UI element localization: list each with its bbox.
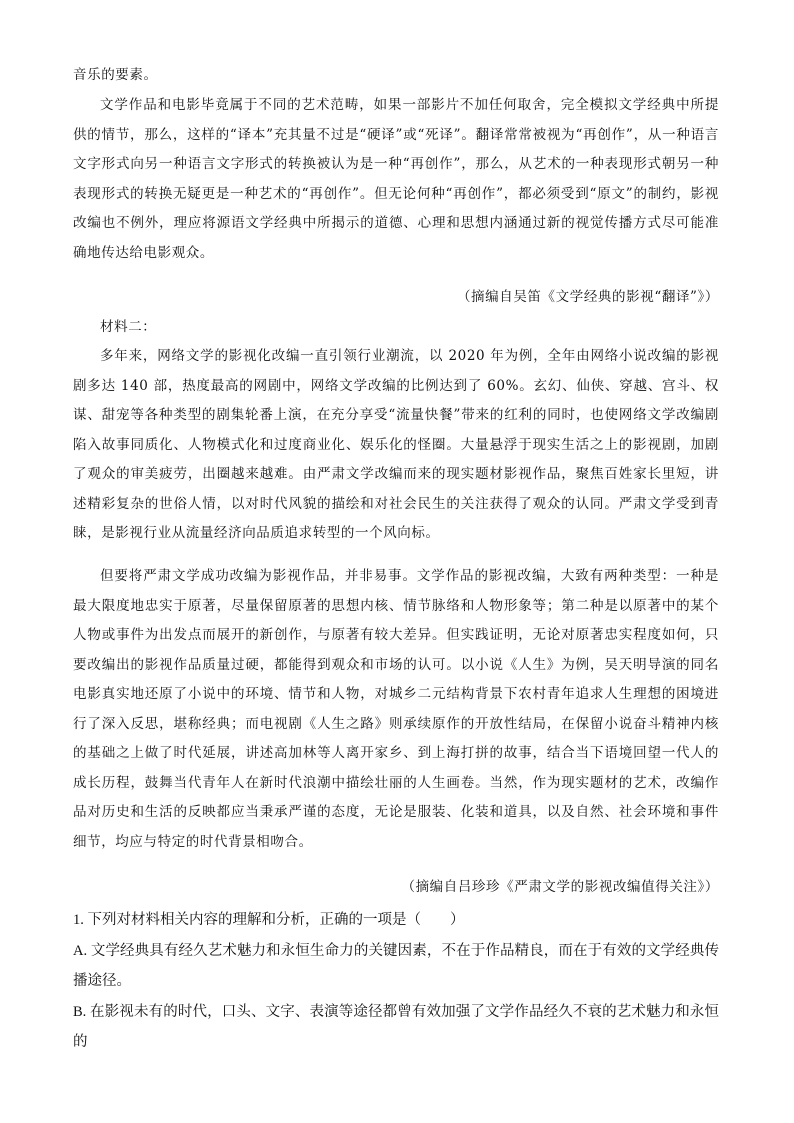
question-1: 1. 下列对材料相关内容的理解和分析，正确的一项是（ ） — [73, 912, 465, 928]
paragraph-continuation: 音乐的要素。 — [73, 67, 158, 83]
paragraph-translation: 文学作品和电影毕竟属于不同的艺术范畴，如果一部影片不加任何取舍，完全模拟文学经典中所提供的情节，那么，这样的“译本”充其量不过是“硬译”或“死译”。翻译常常被视为“再创作”，从一种语言文字形式向另一种语言文字形式的转换被认为是一种“再创作”，那么，从艺术的一种表现形式朝另一种表现形式的转换无疑更是一种艺术的“再创作”。但无论何种“再创作”，都必须受到“原文”的制约，影视改编也不例外，理应将源语文学经典中所揭示的道德、心理和思想内涵通过新的视觉传播方式尽可能准确地传达给电影观众。 — [73, 97, 719, 261]
source-citation-2: （摘编自吕珍珍《严肃文学的影视改编值得关注》） — [401, 879, 719, 895]
paragraph-network-literature: 多年来，网络文学的影视化改编一直引领行业潮流，以 2020 年为例，全年由网络小说改编的影视剧多达 140 部，热度最高的网剧中，网络文学改编的比例达到了 60%。玄幻、仙侠、穿越、宫斗、权谋、甜宠等各种类型的剧集轮番上演，在充分享受“流量快餐”带来的红利的同时，也使网络文学改编剧陷入故事同质化、人物模式化和过度商业化、娱乐化的怪圈。大量悬浮于现实生活之上的影视剧，加剧了观众的审美疲劳，出圈越来越难。由严肃文学改编而来的现实题材影视作品，聚焦百姓家长里短，讲述精彩复杂的世俗人情，以对时代风貌的描绘和对社会民生的关注获得了观众的认同。严肃文学受到青睐，是影视行业从流量经济向品质追求转型的一个风向标。 — [73, 348, 719, 541]
paragraph-serious-literature: 但要将严肃文学成功改编为影视作品，并非易事。文学作品的影视改编，大致有两种类型：一种是最大限度地忠实于原著，尽量保留原著的思想内核、情节脉络和人物形象等；第二种是以原著中的某个人物或事件为出发点而展开的新创作，与原著有较大差异。但实践证明，无论对原著忠实程度如何，只要改编出的影视作品质量过硬，都能得到观众和市场的认可。以小说《人生》为例，吴天明导演的同名电影真实地还原了小说中的环境、情节和人物，对城乡二元结构背景下农村青年追求人生理想的困境进行了深入反思，堪称经典；而电视剧《人生之路》则承续原作的开放性结局，在保留小说奋斗精神内核的基础之上做了时代延展，讲述高加林等人离开家乡、到上海打拼的故事，结合当下语境回望一代人的成长历程，鼓舞当代青年人在新时代浪潮中描绘壮丽的人生画卷。当然，作为现实题材的艺术，改编作品对历史和生活的反映都应当秉承严谨的态度，无论是服装、化装和道具，以及自然、社会环境和事件细节，均应与特定的时代背景相吻合。 — [73, 568, 719, 850]
source-citation-1: （摘编自吴笛《文学经典的影视“翻译”》） — [456, 289, 719, 305]
option-a: A. 文学经典具有经久艺术魅力和永恒生命力的关键因素，不在于作品精良，而在于有效的文学经典传播途径。 — [73, 943, 719, 989]
material-2-label: 材料二： — [100, 319, 157, 335]
option-b: B. 在影视未有的时代，口头、文字、表演等途径都曾有效加强了文学作品经久不衰的艺术魅力和永恒的 — [73, 1004, 719, 1050]
